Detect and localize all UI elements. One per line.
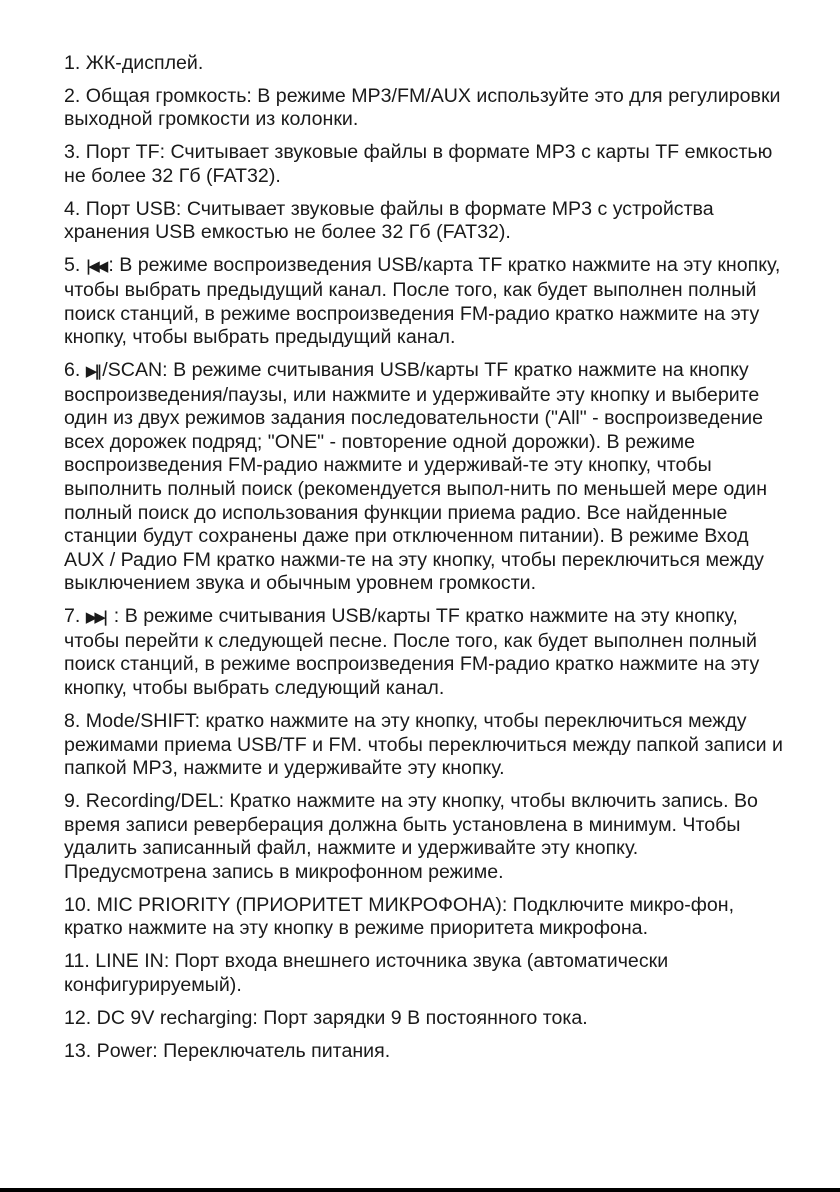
- item-2: [64, 85, 784, 132]
- item-6: [64, 359, 784, 596]
- item-1: [64, 52, 784, 76]
- item-7: [64, 605, 784, 700]
- item-text: 10. MIC PRIORITY (ПРИОРИТЕТ МИКРОФОНА): Подключите микро-фон, кратко нажмите на эту кнопку в режиме приоритета микрофона.: [64, 893, 735, 940]
- item-5: [64, 254, 784, 349]
- item-10: [64, 894, 784, 941]
- item-text: 9. Recording/DEL: Кратко нажмите на эту кнопку, чтобы включить запись. Во время записи реверберация должна быть установлена в минимум. Чтобы удалить записанный файл, нажмите и удерживайте эту кнопку. Предусмотрена запись в микрофонном режиме.: [64, 790, 758, 883]
- item-11: [64, 950, 784, 997]
- item-number: 7.: [64, 605, 81, 628]
- item-text: 13. Power: Переключатель питания.: [64, 1039, 391, 1062]
- previous-track-icon: |◀◀: [85, 257, 106, 276]
- item-4: [64, 198, 784, 245]
- item-text: 8. Mode/SHIFT: кратко нажмите на эту кнопку, чтобы переключиться между режимами приема USB/TF и FM. чтобы переключиться между папкой записи и папкой MP3, нажмите и удерживайте эту кнопку.: [64, 709, 783, 780]
- next-track-icon: ▶▶|: [85, 608, 106, 627]
- item-text: : В режиме считывания USB/карты TF кратко нажмите на эту кнопку, чтобы перейти к следующей песне. После того, как будет выполнен полный поиск станций, в режиме воспроизведения FM-радио кратко нажмите на эту кнопку, чтобы выбрать следующий канал.: [64, 605, 760, 700]
- item-number: 5.: [64, 254, 81, 277]
- item-3: [64, 141, 784, 188]
- item-8: [64, 710, 784, 781]
- item-text: 2. Общая громкость: В режиме MP3/FM/AUX используйте это для регулировки выходной громкости из колонки.: [64, 84, 781, 131]
- item-text: : В режиме воспроизведения USB/карта TF кратко нажмите на эту кнопку, чтобы выбрать предыдущий канал. После того, как будет выполнен полный поиск станций, в режиме воспроизведения FM-радио кратко нажмите на эту кнопку, чтобы выбрать предыдущий канал.: [64, 254, 781, 349]
- bottom-rule: [0, 1188, 840, 1192]
- item-text: 4. Порт USB: Считывает звуковые файлы в формате MP3 с устройства хранения USB емкостью не более 32 Гб (FAT32).: [64, 197, 714, 244]
- item-13: [64, 1040, 784, 1064]
- item-number: 6.: [64, 359, 81, 382]
- manual-page: [64, 52, 784, 1072]
- item-text: 3. Порт TF: Считывает звуковые файлы в формате MP3 с карты TF емкостью не более 32 Гб (FAT32).: [64, 141, 773, 187]
- item-9: [64, 790, 784, 884]
- play-pause-icon: ▶||: [85, 362, 100, 381]
- item-text: 11. LINE IN: Порт входа внешнего источника звука (автоматически конфигурируемый).: [64, 950, 669, 996]
- item-text: 1. ЖК-дисплей.: [64, 52, 204, 74]
- item-text: /SCAN: В режиме считывания USB/карты TF кратко нажмите на кнопку воспроизведения/паузы, или нажмите и удерживайте эту кнопку и выберите один из двух режимов задания последовательности ("All" - воспроизведение всех дорожек подряд; "ONE" - повторение одной дорожки). В режиме воспроизведения FM-радио нажмите и удерживай-те эту кнопку, чтобы выполнить полный поиск (рекомендуется выпол-нить по меньшей мере один полный поиск до использования функции приема радио. Все найденные станции будут сохранены даже при отключенном питании). В режиме Вход AUX / Радио FM кратко нажми-те на эту кнопку, чтобы переключиться между выключением звука и обычным уровнем громкости.: [64, 359, 768, 595]
- item-12: [64, 1007, 784, 1031]
- item-text: 12. DC 9V recharging: Порт зарядки 9 В постоянного тока.: [64, 1006, 588, 1029]
